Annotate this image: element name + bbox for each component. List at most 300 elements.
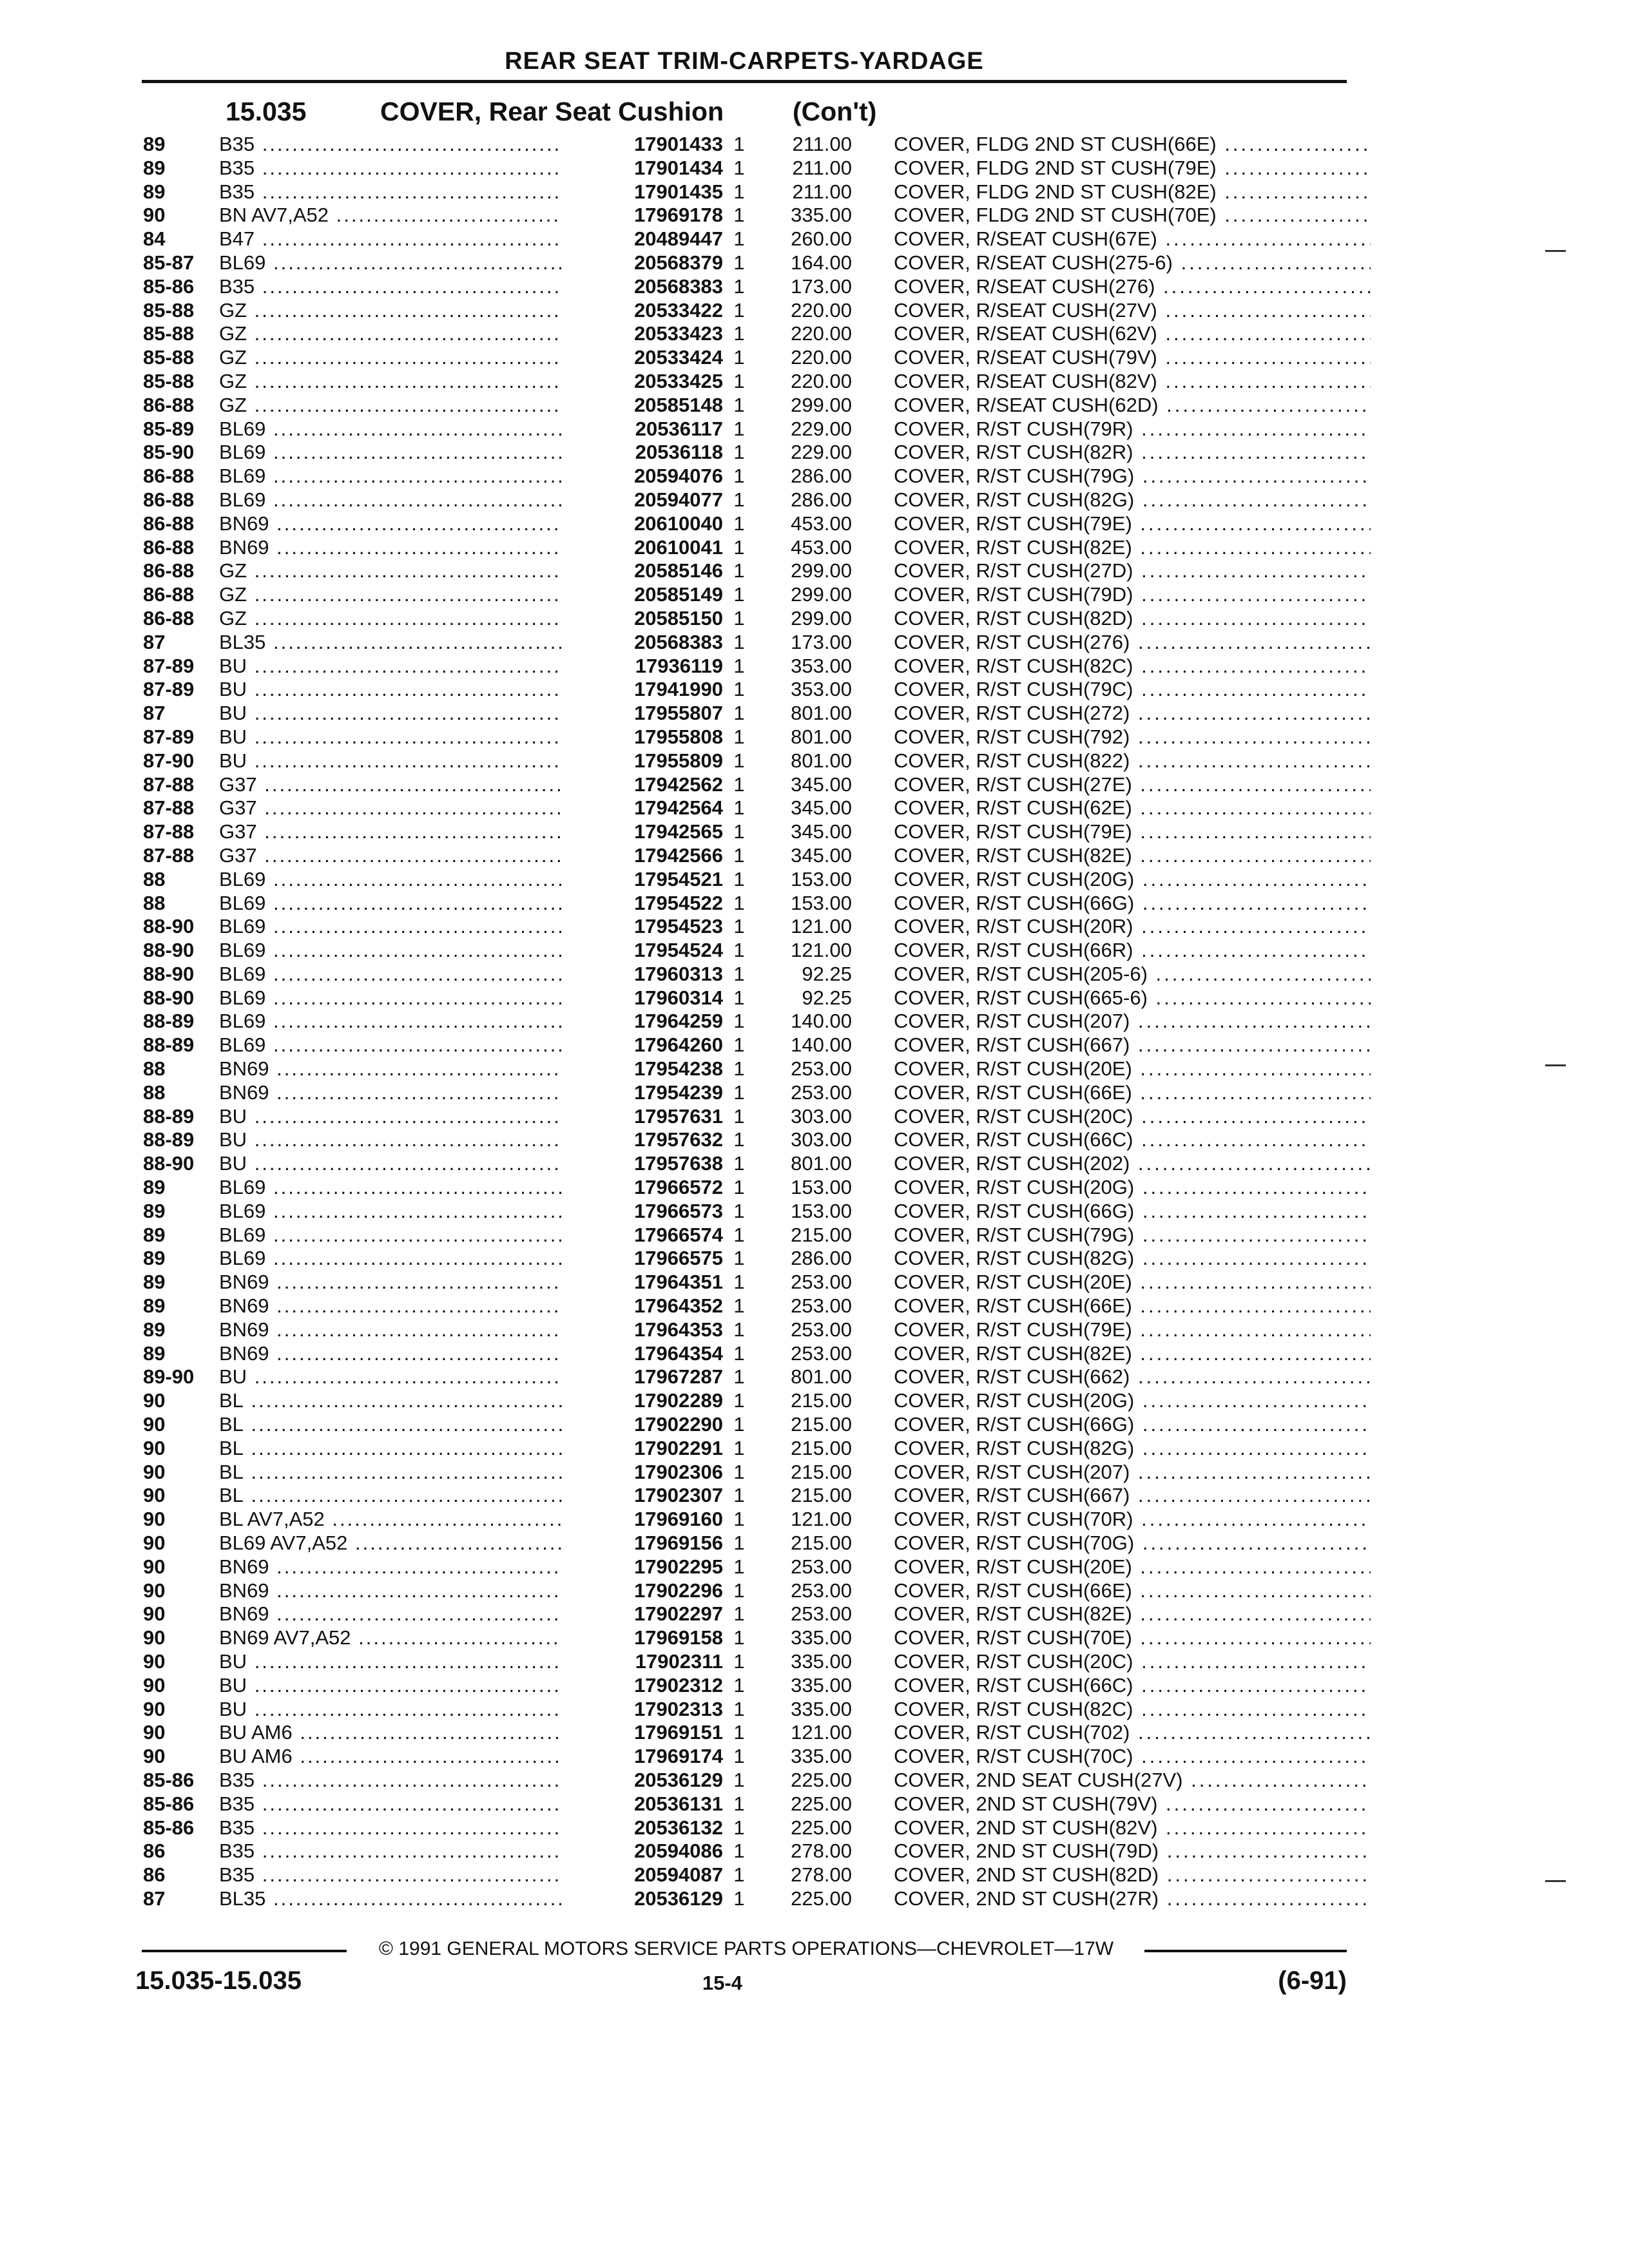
row-description: COVER, R/ST CUSH(66C) ..... <box>894 1128 1371 1152</box>
row-price: 345.00 <box>791 773 852 796</box>
row-part-number: 17964352 <box>562 1294 723 1318</box>
row-part-number: 20610040 <box>562 512 723 536</box>
row-part-number: 17964351 <box>562 1271 723 1294</box>
section-heading <box>226 97 934 129</box>
row-quantity: 1 <box>733 1673 745 1696</box>
row-year: 89-90 <box>143 1365 195 1389</box>
row-part-number: 17964259 <box>562 1010 723 1033</box>
row-quantity: 1 <box>733 1176 745 1199</box>
row-part-number: 20585148 <box>562 394 723 418</box>
row-code: B35 ..... <box>219 1792 638 1816</box>
row-code: BL35 ..... <box>219 631 638 655</box>
row-price: 801.00 <box>791 1152 852 1175</box>
row-part-number: 17901434 <box>562 157 723 180</box>
row-year: 90 <box>143 1650 166 1673</box>
row-quantity: 1 <box>733 773 745 796</box>
row-description: COVER, R/ST CUSH(79E) ..... <box>894 820 1371 844</box>
row-year: 88-90 <box>143 986 195 1009</box>
row-part-number: 17969156 <box>562 1532 723 1555</box>
row-quantity: 1 <box>733 891 745 914</box>
row-part-number: 17964354 <box>562 1342 723 1366</box>
table-row <box>143 1579 1371 1603</box>
row-quantity: 1 <box>733 1508 745 1531</box>
footer-rule-right <box>1144 1950 1347 1952</box>
row-description: COVER, R/ST CUSH(20E) ..... <box>894 1555 1371 1579</box>
row-part-number: 17969174 <box>562 1745 723 1769</box>
table-row <box>143 655 1371 678</box>
page-header-title: REAR SEAT TRIM-CARPETS-YARDAGE <box>505 48 984 75</box>
row-part-number: 17954524 <box>562 939 723 963</box>
row-part-number: 17902313 <box>562 1698 723 1722</box>
row-part-number: 17902312 <box>562 1674 723 1698</box>
row-part-number: 17969160 <box>562 1508 723 1532</box>
row-part-number: 20536129 <box>562 1769 723 1792</box>
row-code: BL69 ..... <box>219 939 638 963</box>
row-year: 89 <box>143 1318 166 1341</box>
table-row <box>143 275 1371 299</box>
row-part-number: 17960313 <box>562 963 723 986</box>
row-code: BU ..... <box>219 1698 638 1722</box>
row-price: 121.00 <box>791 915 852 938</box>
row-price: 164.00 <box>791 251 852 274</box>
row-code: B47 ..... <box>219 227 638 251</box>
row-quantity: 1 <box>733 393 745 416</box>
row-quantity: 1 <box>733 915 745 938</box>
row-quantity: 1 <box>733 1555 745 1578</box>
section-continued-label: (Con't) <box>793 97 877 126</box>
row-year: 88-89 <box>143 1033 195 1057</box>
row-year: 85-88 <box>143 298 195 322</box>
row-price: 215.00 <box>791 1389 852 1412</box>
row-quantity: 1 <box>733 1697 745 1720</box>
row-price: 215.00 <box>791 1436 852 1459</box>
row-part-number: 20536132 <box>562 1816 723 1840</box>
row-year: 90 <box>143 204 166 227</box>
row-description: COVER, R/ST CUSH(79E) ..... <box>894 1318 1371 1342</box>
row-part-number: 17902297 <box>562 1602 723 1626</box>
row-description: COVER, R/ST CUSH(70R) ..... <box>894 1508 1371 1532</box>
row-description: COVER, R/ST CUSH(20C) ..... <box>894 1650 1371 1674</box>
row-year: 90 <box>143 1555 166 1578</box>
row-part-number: 17902306 <box>562 1461 723 1485</box>
row-part-number: 17902291 <box>562 1437 723 1461</box>
row-code: B35 ..... <box>219 1769 638 1792</box>
row-quantity: 1 <box>733 962 745 985</box>
row-year: 89 <box>143 156 166 179</box>
row-code: BN69 ..... <box>219 512 638 536</box>
table-row <box>143 1105 1371 1129</box>
row-quantity: 1 <box>733 180 745 203</box>
row-price: 220.00 <box>791 346 852 369</box>
row-code: B35 ..... <box>219 157 638 180</box>
row-description: COVER, R/ST CUSH(82G) ..... <box>894 488 1371 512</box>
row-price: 253.00 <box>791 1318 852 1341</box>
row-description: COVER, R/ST CUSH(667) ..... <box>894 1484 1371 1508</box>
row-part-number: 20610041 <box>562 536 723 560</box>
row-description: COVER, R/ST CUSH(82C) ..... <box>894 1698 1371 1722</box>
row-code: BL ..... <box>219 1389 638 1413</box>
row-description: COVER, R/ST CUSH(62E) ..... <box>894 796 1371 820</box>
row-part-number: 17954238 <box>562 1057 723 1081</box>
table-row <box>143 726 1371 749</box>
table-row <box>143 1508 1371 1532</box>
row-year: 90 <box>143 1697 166 1720</box>
row-quantity: 1 <box>733 1721 745 1744</box>
row-part-number: 17969178 <box>562 204 723 227</box>
table-row <box>143 1271 1371 1294</box>
row-code: B35 ..... <box>219 180 638 204</box>
row-code: BU AM6 ..... <box>219 1745 638 1769</box>
row-quantity: 1 <box>733 1816 745 1839</box>
row-description: COVER, R/SEAT CUSH(62V) ..... <box>894 322 1371 346</box>
row-year: 86-88 <box>143 559 195 582</box>
row-price: 92.25 <box>802 962 852 985</box>
row-quantity: 1 <box>733 702 745 725</box>
row-year: 90 <box>143 1460 166 1483</box>
row-description: COVER, R/ST CUSH(82E) ..... <box>894 1602 1371 1626</box>
row-description: COVER, 2ND ST CUSH(82D) ..... <box>894 1863 1371 1887</box>
row-price: 211.00 <box>792 133 852 155</box>
row-description: COVER, R/ST CUSH(66G) ..... <box>894 892 1371 916</box>
row-price: 215.00 <box>791 1223 852 1246</box>
row-code: BL69 ..... <box>219 488 638 512</box>
row-quantity: 1 <box>733 535 745 559</box>
row-price: 253.00 <box>791 1271 852 1294</box>
row-code: G37 ..... <box>219 796 638 820</box>
row-part-number: 20594076 <box>562 465 723 488</box>
row-description: COVER, R/ST CUSH(82G) ..... <box>894 1247 1371 1271</box>
row-part-number: 17969151 <box>562 1721 723 1745</box>
row-year: 90 <box>143 1673 166 1696</box>
table-row <box>143 346 1371 370</box>
row-description: COVER, R/ST CUSH(66E) ..... <box>894 1579 1371 1603</box>
table-row <box>143 1484 1371 1508</box>
row-description: COVER, R/ST CUSH(702) ..... <box>894 1721 1371 1745</box>
row-quantity: 1 <box>733 441 745 464</box>
row-quantity: 1 <box>733 417 745 440</box>
table-row <box>143 1698 1371 1722</box>
row-part-number: 17966573 <box>562 1200 723 1224</box>
row-year: 88-89 <box>143 1104 195 1128</box>
row-year: 85-89 <box>143 417 195 440</box>
row-price: 253.00 <box>791 1555 852 1578</box>
table-row <box>143 1769 1371 1792</box>
row-year: 86-88 <box>143 488 195 511</box>
row-code: BU ..... <box>219 702 638 726</box>
table-row <box>143 678 1371 702</box>
row-code: GZ ..... <box>219 346 638 370</box>
table-row <box>143 1224 1371 1247</box>
table-row <box>143 1294 1371 1318</box>
header-rule <box>142 80 1347 83</box>
row-code: BU ..... <box>219 678 638 702</box>
row-description: COVER, R/ST CUSH(20G) ..... <box>894 1176 1371 1200</box>
row-code: G37 ..... <box>219 773 638 797</box>
row-code: BL69 ..... <box>219 1176 638 1200</box>
row-year: 87-88 <box>143 773 195 796</box>
row-price: 225.00 <box>791 1816 852 1839</box>
row-price: 121.00 <box>791 1721 852 1744</box>
row-code: BU ..... <box>219 1128 638 1152</box>
row-quantity: 1 <box>733 1341 745 1365</box>
row-year: 85-87 <box>143 251 195 274</box>
row-code: BL AV7,A52 ..... <box>219 1508 638 1532</box>
row-year: 88-89 <box>143 1128 195 1151</box>
row-description: COVER, R/ST CUSH(20E) ..... <box>894 1057 1371 1081</box>
row-quantity: 1 <box>733 1579 745 1602</box>
row-part-number: 17902311 <box>562 1650 723 1674</box>
row-price: 299.00 <box>791 559 852 582</box>
row-quantity: 1 <box>733 1532 745 1555</box>
row-year: 90 <box>143 1532 166 1555</box>
table-row <box>143 1389 1371 1413</box>
row-part-number: 20533422 <box>562 299 723 323</box>
row-code: BU ..... <box>219 1365 638 1389</box>
row-year: 90 <box>143 1745 166 1768</box>
footer-copyright: © 1991 GENERAL MOTORS SERVICE PARTS OPERATIONS—CHEVROLET—17W <box>378 1938 1114 1959</box>
row-description: COVER, R/ST CUSH(66G) ..... <box>894 1413 1371 1437</box>
row-description: COVER, R/ST CUSH(66R) ..... <box>894 939 1371 963</box>
row-quantity: 1 <box>733 1199 745 1222</box>
table-row <box>143 133 1371 157</box>
row-code: BL69 ..... <box>219 986 638 1010</box>
row-code: BL35 ..... <box>219 1887 638 1911</box>
row-part-number: 17966574 <box>562 1224 723 1247</box>
row-code: BL ..... <box>219 1461 638 1485</box>
row-code: BN69 ..... <box>219 536 638 560</box>
row-part-number: 20533425 <box>562 370 723 394</box>
table-row <box>143 1057 1371 1081</box>
row-quantity: 1 <box>733 274 745 298</box>
row-quantity: 1 <box>733 1033 745 1057</box>
row-year: 88-90 <box>143 939 195 962</box>
row-quantity: 1 <box>733 749 745 772</box>
table-row <box>143 583 1371 607</box>
row-part-number: 17966572 <box>562 1176 723 1200</box>
row-part-number: 20594077 <box>562 488 723 512</box>
row-quantity: 1 <box>733 369 745 392</box>
table-row <box>143 1413 1371 1437</box>
table-row <box>143 939 1371 963</box>
row-quantity: 1 <box>733 725 745 748</box>
row-year: 87-89 <box>143 725 195 748</box>
row-code: BN AV7,A52 ..... <box>219 204 638 227</box>
row-quantity: 1 <box>733 1460 745 1483</box>
row-price: 153.00 <box>791 867 852 890</box>
table-row <box>143 1152 1371 1176</box>
row-part-number: 17966575 <box>562 1247 723 1271</box>
row-quantity: 1 <box>733 678 745 701</box>
row-part-number: 17967287 <box>562 1365 723 1389</box>
table-row <box>143 773 1371 797</box>
row-quantity: 1 <box>733 465 745 488</box>
row-price: 215.00 <box>791 1484 852 1507</box>
row-part-number: 17901433 <box>562 133 723 157</box>
table-row <box>143 465 1371 488</box>
row-quantity: 1 <box>733 1152 745 1175</box>
row-price: 299.00 <box>791 393 852 416</box>
row-quantity: 1 <box>733 1745 745 1768</box>
table-row <box>143 1602 1371 1626</box>
table-row <box>143 607 1371 631</box>
row-year: 86 <box>143 1863 166 1887</box>
row-part-number: 17964353 <box>562 1318 723 1342</box>
row-price: 220.00 <box>791 298 852 322</box>
row-code: GZ ..... <box>219 559 638 583</box>
row-description: COVER, R/ST CUSH(79G) ..... <box>894 1224 1371 1247</box>
table-row <box>143 1555 1371 1579</box>
row-year: 90 <box>143 1602 166 1626</box>
row-quantity: 1 <box>733 606 745 629</box>
row-price: 299.00 <box>791 583 852 606</box>
row-price: 140.00 <box>791 1010 852 1033</box>
row-part-number: 17901435 <box>562 180 723 204</box>
row-quantity: 1 <box>733 1389 745 1412</box>
row-quantity: 1 <box>733 843 745 867</box>
row-year: 88 <box>143 867 166 890</box>
row-code: BN69 ..... <box>219 1271 638 1294</box>
row-part-number: 17902289 <box>562 1389 723 1413</box>
row-code: BL69 ..... <box>219 1033 638 1057</box>
footer-page-number: 15-4 <box>702 1972 743 1994</box>
row-quantity: 1 <box>733 204 745 227</box>
table-row <box>143 915 1371 939</box>
table-row <box>143 536 1371 560</box>
row-part-number: 20568383 <box>562 275 723 299</box>
row-description: COVER, R/SEAT CUSH(62D) ..... <box>894 394 1371 418</box>
row-part-number: 20594087 <box>562 1863 723 1887</box>
row-price: 215.00 <box>791 1460 852 1483</box>
table-row <box>143 1128 1371 1152</box>
table-row <box>143 1650 1371 1674</box>
row-price: 253.00 <box>791 1579 852 1602</box>
row-description: COVER, R/SEAT CUSH(276) ..... <box>894 275 1371 299</box>
row-year: 87-89 <box>143 678 195 701</box>
row-code: BU ..... <box>219 749 638 773</box>
table-row <box>143 394 1371 418</box>
row-description: COVER, R/ST CUSH(27E) ..... <box>894 773 1371 797</box>
row-part-number: 17955807 <box>562 702 723 726</box>
row-description: COVER, R/ST CUSH(79E) ..... <box>894 512 1371 536</box>
footer-date: (6-91) <box>1278 1966 1347 1995</box>
table-row <box>143 1674 1371 1698</box>
table-row <box>143 322 1371 346</box>
row-part-number: 20585146 <box>562 559 723 583</box>
row-price: 801.00 <box>791 1365 852 1389</box>
row-description: COVER, R/ST CUSH(207) ..... <box>894 1461 1371 1485</box>
row-quantity: 1 <box>733 559 745 582</box>
row-year: 89 <box>143 1247 166 1270</box>
table-row <box>143 227 1371 251</box>
row-price: 353.00 <box>791 654 852 677</box>
row-description: COVER, FLDG 2ND ST CUSH(66E) ..... <box>894 133 1371 157</box>
row-part-number: 17957638 <box>562 1152 723 1176</box>
row-year: 87-88 <box>143 820 195 843</box>
row-code: BU ..... <box>219 1650 638 1674</box>
row-price: 220.00 <box>791 369 852 392</box>
table-row <box>143 418 1371 441</box>
row-quantity: 1 <box>733 156 745 179</box>
row-part-number: 17942565 <box>562 820 723 844</box>
row-part-number: 17954239 <box>562 1081 723 1105</box>
row-quantity: 1 <box>733 1057 745 1081</box>
table-row <box>143 1721 1371 1745</box>
row-part-number: 20536129 <box>562 1887 723 1911</box>
row-quantity: 1 <box>733 251 745 274</box>
row-price: 253.00 <box>791 1602 852 1626</box>
row-code: BL69 ..... <box>219 251 638 275</box>
row-description: COVER, R/ST CUSH(20R) ..... <box>894 915 1371 939</box>
row-part-number: 20568379 <box>562 251 723 275</box>
row-description: COVER, R/ST CUSH(665-6) ..... <box>894 986 1371 1010</box>
row-quantity: 1 <box>733 1081 745 1104</box>
row-part-number: 20489447 <box>562 227 723 251</box>
row-code: GZ ..... <box>219 394 638 418</box>
row-description: COVER, R/ST CUSH(82E) ..... <box>894 536 1371 560</box>
table-row <box>143 488 1371 512</box>
row-description: COVER, 2ND SEAT CUSH(27V) ..... <box>894 1769 1371 1792</box>
row-part-number: 20533423 <box>562 322 723 346</box>
row-part-number: 20536118 <box>562 441 723 465</box>
row-year: 89 <box>143 1176 166 1199</box>
row-price: 153.00 <box>791 891 852 914</box>
table-row <box>143 1816 1371 1840</box>
row-quantity: 1 <box>733 1010 745 1033</box>
row-quantity: 1 <box>733 1887 745 1910</box>
row-price: 121.00 <box>791 939 852 962</box>
row-year: 85-88 <box>143 322 195 345</box>
row-price: 335.00 <box>791 1673 852 1696</box>
row-quantity: 1 <box>733 227 745 251</box>
row-description: COVER, 2ND ST CUSH(79D) ..... <box>894 1840 1371 1863</box>
table-row <box>143 844 1371 868</box>
row-year: 85-86 <box>143 274 195 298</box>
row-code: BU ..... <box>219 1152 638 1176</box>
row-description: COVER, R/ST CUSH(207) ..... <box>894 1010 1371 1033</box>
row-description: COVER, R/SEAT CUSH(79V) ..... <box>894 346 1371 370</box>
row-part-number: 17941990 <box>562 678 723 702</box>
row-quantity: 1 <box>733 1104 745 1128</box>
row-year: 89 <box>143 133 166 155</box>
row-description: COVER, R/ST CUSH(82C) ..... <box>894 655 1371 678</box>
row-code: BN69 AV7,A52 ..... <box>219 1626 638 1650</box>
row-description: COVER, R/ST CUSH(272) ..... <box>894 702 1371 726</box>
row-description: COVER, R/ST CUSH(82E) ..... <box>894 1342 1371 1366</box>
row-price: 299.00 <box>791 606 852 629</box>
row-year: 87-88 <box>143 843 195 867</box>
row-year: 87 <box>143 630 166 653</box>
row-price: 229.00 <box>791 441 852 464</box>
row-description: COVER, R/ST CUSH(79D) ..... <box>894 583 1371 607</box>
row-price: 335.00 <box>791 1697 852 1720</box>
row-code: BL69 ..... <box>219 915 638 939</box>
table-row <box>143 512 1371 536</box>
row-year: 89 <box>143 1223 166 1246</box>
row-description: COVER, R/ST CUSH(66E) ..... <box>894 1081 1371 1105</box>
row-quantity: 1 <box>733 322 745 345</box>
row-price: 303.00 <box>791 1128 852 1151</box>
row-description: COVER, R/ST CUSH(79C) ..... <box>894 678 1371 702</box>
row-code: BN69 ..... <box>219 1057 638 1081</box>
row-quantity: 1 <box>733 939 745 962</box>
table-row <box>143 1247 1371 1271</box>
row-code: BL69 AV7,A52 ..... <box>219 1532 638 1555</box>
table-row <box>143 1342 1371 1366</box>
row-description: COVER, R/ST CUSH(792) ..... <box>894 726 1371 749</box>
row-description: COVER, R/ST CUSH(70E) ..... <box>894 1626 1371 1650</box>
row-price: 253.00 <box>791 1081 852 1104</box>
row-quantity: 1 <box>733 1318 745 1341</box>
